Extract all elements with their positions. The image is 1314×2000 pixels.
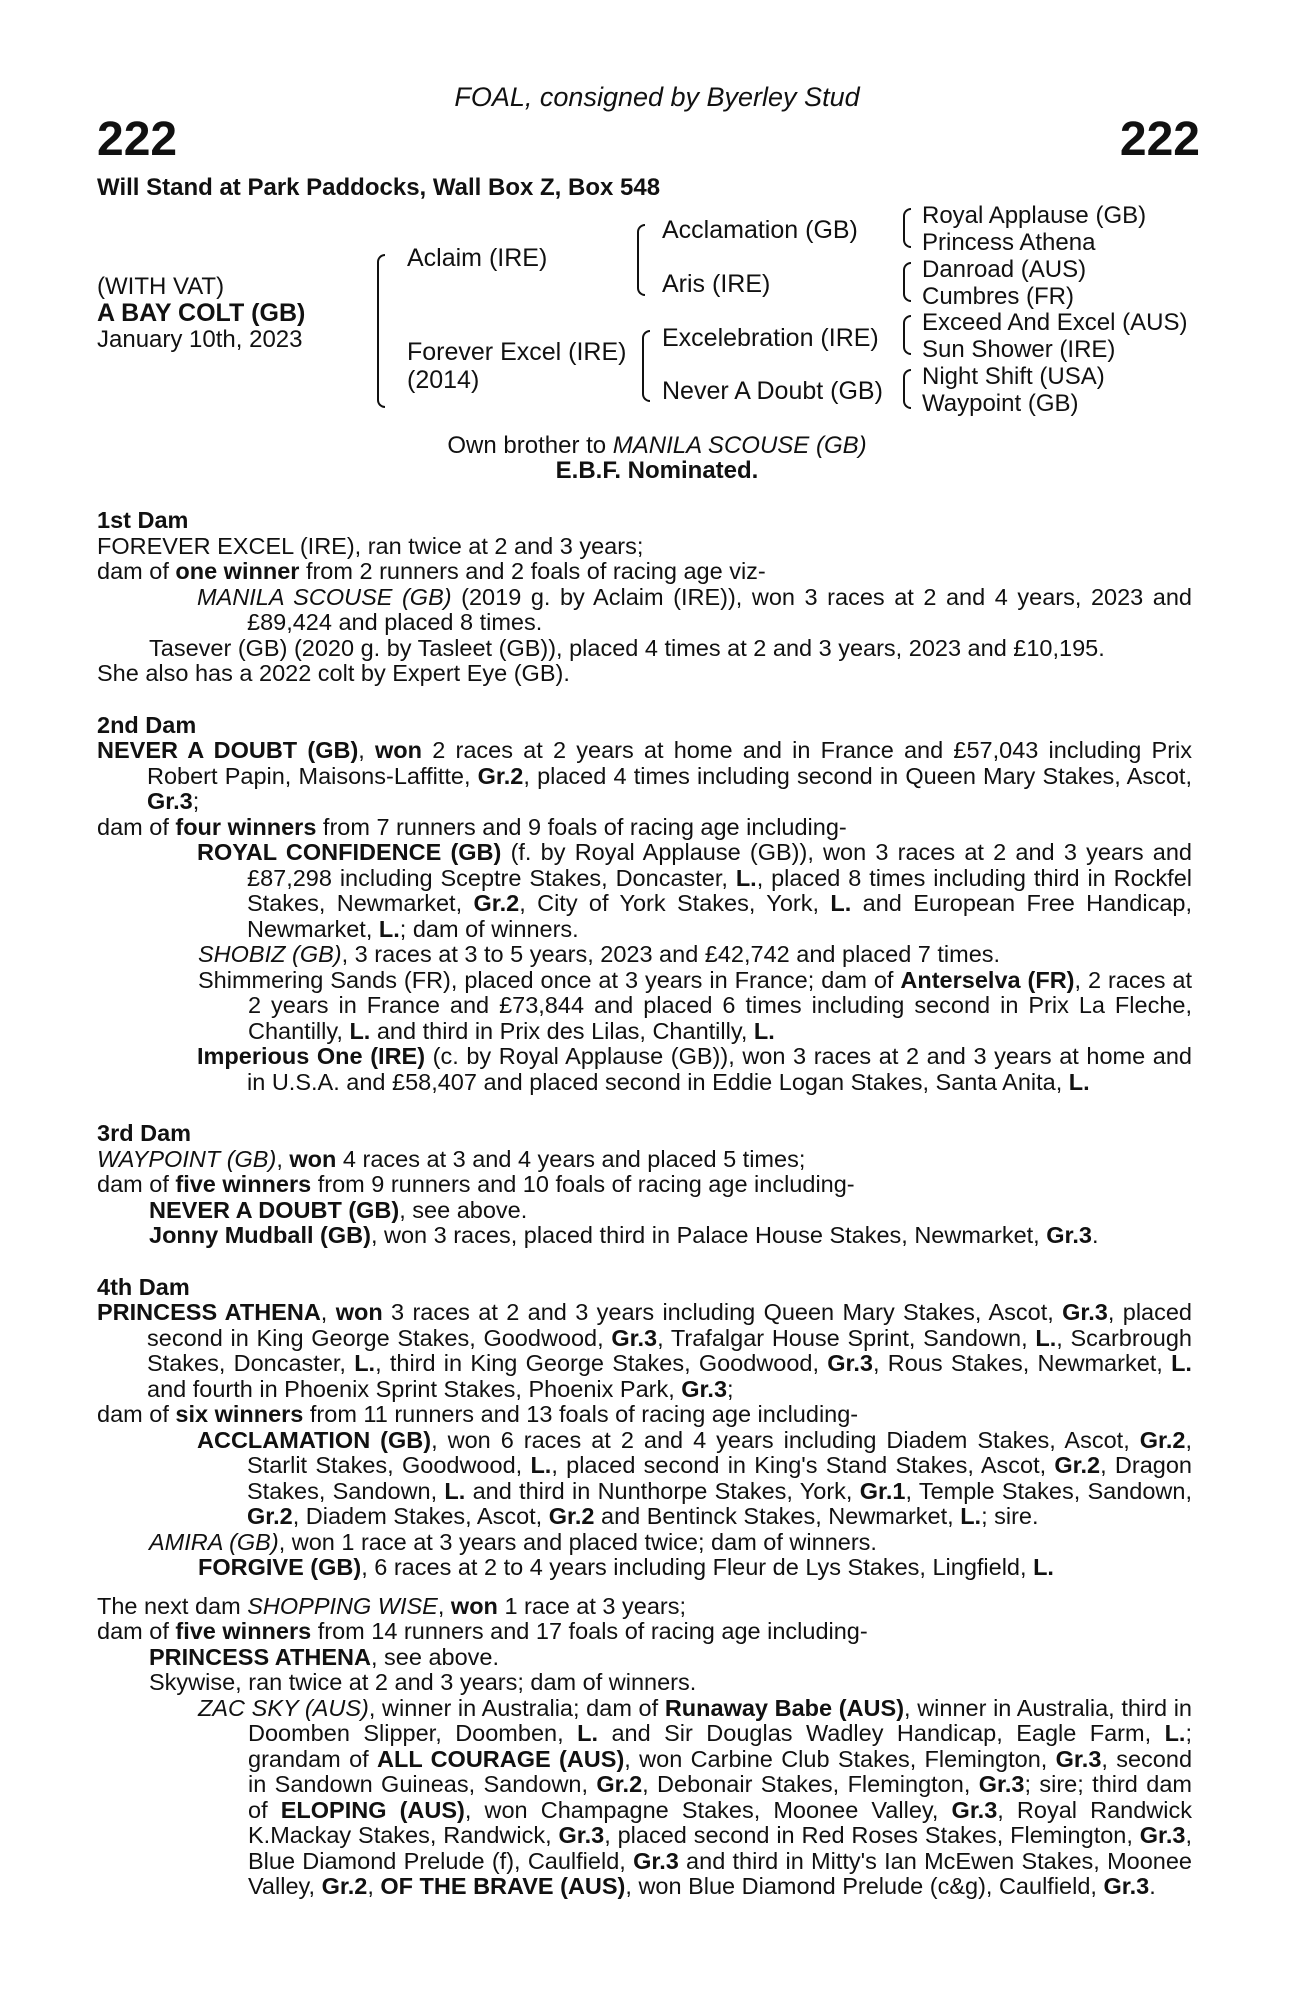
fourth-dam-section <box>97 1275 1192 1581</box>
dam-dam-dam: Waypoint (GB) <box>922 390 1079 417</box>
pedigree-brace-ss <box>903 208 911 248</box>
produce-entry: Jonny Mudball (GB), won 3 races, placed third in Palace House Stakes, Newmarket, Gr.3. <box>149 1222 1099 1248</box>
pedigree-brace-dam <box>642 330 650 402</box>
dam-produce-record <box>97 508 1192 1900</box>
sire-dam: Aris (IRE) <box>662 270 771 298</box>
pedigree-brace-sd <box>903 262 911 302</box>
produce-entry: AMIRA (GB), won 1 race at 3 years and placed twice; dam of winners. <box>149 1528 877 1555</box>
next-dam-section <box>97 1594 1192 1900</box>
produce-entry: Skywise, ran twice at 2 and 3 years; dam of winners. <box>149 1669 697 1695</box>
stand-location: Will Stand at Park Paddocks, Wall Box Z, Box 548 <box>97 174 661 201</box>
dam: Forever Excel (IRE) <box>407 338 627 366</box>
produce-entry: PRINCESS ATHENA, see above. <box>149 1643 500 1670</box>
pedigree-brace-main <box>377 254 385 408</box>
produce-entry: SHOBIZ (GB), 3 races at 3 to 5 years, 2023 and £42,742 and placed 7 times. <box>198 941 1001 967</box>
ebf-note: E.B.F. Nominated. <box>555 457 759 484</box>
produce-entry: Imperious One (IRE) (c. by Royal Applause (GB)), won 3 races at 2 and 3 years at home and in U.S.A. and £58,407 and placed second in Eddie Logan Stakes, Santa Anita, L. <box>197 1043 1193 1095</box>
dam-line: NEVER A DOUBT (GB), won 2 races at 2 years at home and in France and £57,043 including Prix Robert Papin, Maisons-Laffitte, Gr.2, placed 4 times including second in Queen Mary Stakes, Ascot, Gr.3; <box>97 737 1193 814</box>
sire-sire-sire: Royal Applause (GB) <box>922 202 1147 229</box>
produce-entry: FORGIVE (GB), 6 races at 2 to 4 years including Fleur de Lys Stakes, Lingfield, L. <box>198 1554 1054 1580</box>
dam-sire: Excelebration (IRE) <box>662 324 879 352</box>
lot-number-right: 222 <box>1119 113 1200 166</box>
dam-dam: Never A Doubt (GB) <box>662 377 883 405</box>
section-heading: 4th Dam <box>97 1273 190 1300</box>
dam-produce-summary: dam of five winners from 9 runners and 10 foals of racing age including- <box>97 1171 855 1197</box>
dam-sire-sire: Exceed And Excel (AUS) <box>922 309 1188 336</box>
foaling-date: January 10th, 2023 <box>97 326 303 353</box>
produce-entry: Shimmering Sands (FR), placed once at 3 years in France; dam of Anterselva (FR), 2 races at 2 years in France and £73,844 and placed 6 times including second in Prix La Fleche, Chantilly, L. and third in Prix des Lilas, Chantilly, L. <box>198 966 1192 1044</box>
second-dam-section <box>97 713 1192 1096</box>
produce-entry: Tasever (GB) (2020 g. by Tasleet (GB)), placed 4 times at 2 and 3 years, 2023 and £10,195. <box>149 634 1105 661</box>
produce-entry: ZAC SKY (AUS), winner in Australia; dam of Runaway Babe (AUS), winner in Australia, third in Doomben Slipper, Doomben, L. and Sir Douglas Wadley Handicap, Eagle Farm, L.; grandam of ALL COURAGE (AUS), won Carbine Club Stakes, Flemington, Gr.3, second in Sandown Guineas, Sandown, Gr.2, Debonair Stakes, Flemington, Gr.3; sire; third dam of ELOPING (AUS), won Champagne Stakes, Moonee Valley, Gr.3, Royal Randwick K.Mackay Stakes, Randwick, Gr.3, placed second in Red Roses Stakes, Flemington, Gr.3, Blue Diamond Prelude (f), Caulfield, Gr.3 and third in Mitty's Ian McEwen Stakes, Moonee Valley, Gr.2, OF THE BRAVE (AUS), won Blue Diamond Prelude (c&g), Caulfield, Gr.3. <box>198 1694 1193 1899</box>
dam-produce-summary: dam of six winners from 11 runners and 13 foals of racing age including- <box>97 1401 859 1427</box>
produce-entry: MANILA SCOUSE (GB) (2019 g. by Aclaim (IRE)), won 3 races at 2 and 4 years, 2023 and £89,424 and placed 8 times. <box>197 583 1192 635</box>
consignor-line: FOAL, consigned by Byerley Stud <box>454 82 860 112</box>
dam-produce-summary: dam of five winners from 14 runners and 17 foals of racing age including- <box>97 1618 868 1644</box>
section-heading: 3rd Dam <box>97 1120 192 1146</box>
dam-dam-sire: Night Shift (USA) <box>922 363 1105 390</box>
produce-entry: ROYAL CONFIDENCE (GB) (f. by Royal Applause (GB)), won 3 races at 2 and 3 years and £87,298 including Sceptre Stakes, Doncaster, L., placed 8 times including third in Rockfel Stakes, Newmarket, Gr.2, City of York Stakes, York, L. and European Free Handicap, Newmarket, L.; dam of winners. <box>197 839 1192 942</box>
dam-sire-dam: Sun Shower (IRE) <box>922 336 1116 363</box>
sire-dam-sire: Danroad (AUS) <box>922 256 1087 283</box>
dam-year: (2014) <box>407 366 480 394</box>
dam-line: The next dam SHOPPING WISE, won 1 race at 3 years; <box>97 1592 687 1619</box>
sire-dam-dam: Cumbres (FR) <box>922 283 1075 310</box>
produce-entry: NEVER A DOUBT (GB), see above. <box>149 1196 528 1223</box>
sire-sire-dam: Princess Athena <box>922 229 1096 256</box>
produce-note: She also has a 2022 colt by Expert Eye (GB). <box>97 660 570 686</box>
dam-line: PRINCESS ATHENA, won 3 races at 2 and 3 years including Queen Mary Stakes, Ascot, Gr.3, placed second in King George Stakes, Goodwood, Gr.3, Trafalgar House Sprint, Sandown, L., Scarbrough Stakes, Doncaster, L., third in King George Stakes, Goodwood, Gr.3, Rous Stakes, Newmarket, L. and fourth in Phoenix Sprint Stakes, Phoenix Park, Gr.3; <box>97 1299 1193 1402</box>
dam-line: WAYPOINT (GB), won 4 races at 3 and 4 years and placed 5 times; <box>97 1145 806 1172</box>
vat-note: (WITH VAT) <box>97 273 225 300</box>
dam-produce-summary: dam of one winner from 2 runners and 2 foals of racing age viz- <box>97 558 766 584</box>
pedigree-brace-dd <box>903 369 911 409</box>
pedigree-brace-sire <box>637 224 645 296</box>
third-dam-section <box>97 1121 1192 1249</box>
pedigree-brace-ds <box>903 315 911 355</box>
lot-number-left: 222 <box>97 113 178 166</box>
sire-sire: Acclamation (GB) <box>662 216 858 244</box>
section-heading: 1st Dam <box>97 507 189 533</box>
dam-line: FOREVER EXCEL (IRE), ran twice at 2 and 3 years; <box>97 532 644 559</box>
first-dam-section <box>97 508 1192 687</box>
section-heading: 2nd Dam <box>97 711 197 738</box>
dam-produce-summary: dam of four winners from 7 runners and 9 foals of racing age including- <box>97 813 847 840</box>
produce-entry: ACCLAMATION (GB), won 6 races at 2 and 4 years including Diadem Stakes, Ascot, Gr.2, Starlit Stakes, Goodwood, L., placed second in King's Stand Stakes, Ascot, Gr.2, Dragon Stakes, Sandown, L. and third in Nunthorpe Stakes, York, Gr.1, Temple Stakes, Sandown, Gr.2, Diadem Stakes, Ascot, Gr.2 and Bentinck Stakes, Newmarket, L.; sire. <box>197 1426 1193 1529</box>
lot-title: A BAY COLT (GB) <box>97 299 306 327</box>
own-brother-note: Own brother to MANILA SCOUSE (GB) <box>447 432 867 459</box>
sire: Aclaim (IRE) <box>407 244 548 272</box>
